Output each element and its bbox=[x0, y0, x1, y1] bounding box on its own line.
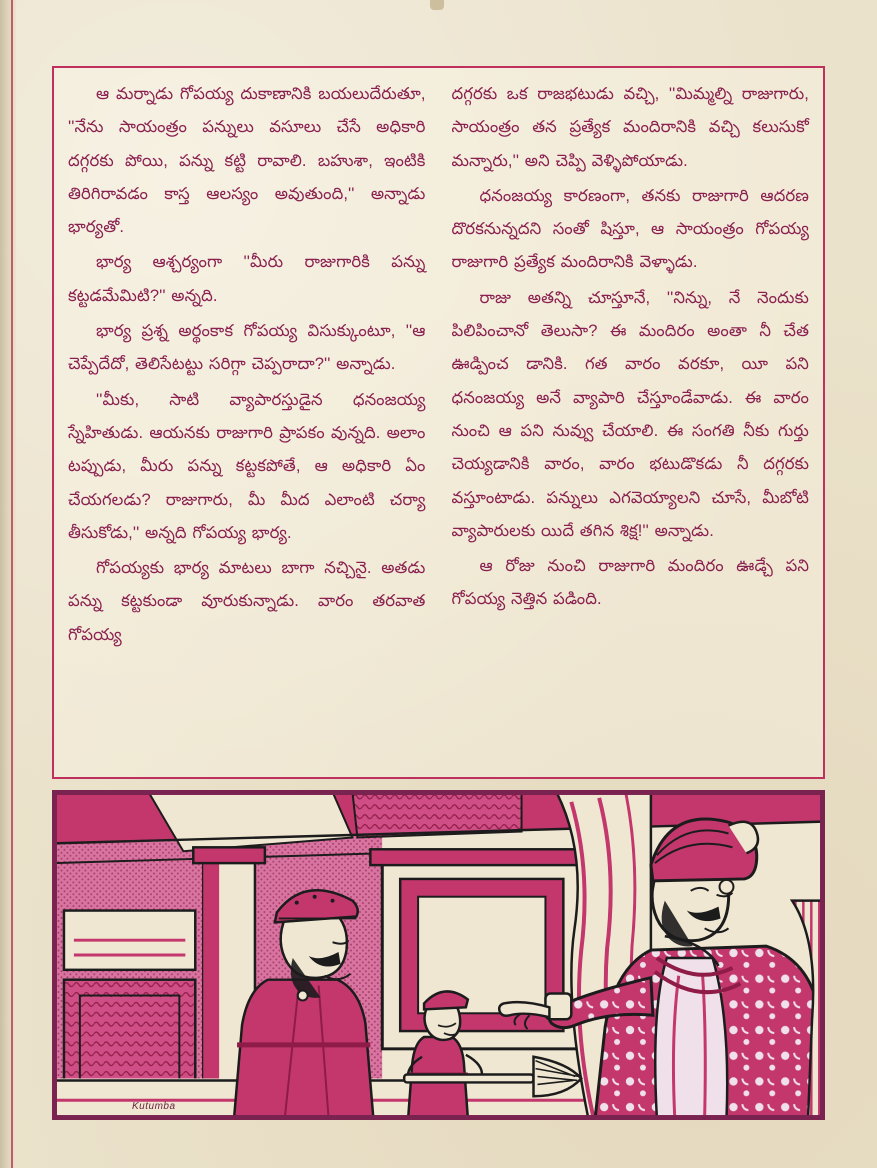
page-binding-edge bbox=[0, 0, 16, 1168]
right-text-column bbox=[452, 78, 810, 769]
paragraph: రాజు అతన్ని చూస్తూనే, ''నిన్ను, నే నెందుకు పిలిపించానో తెలుసా? ఈ మందిరం అంతా నీ చేత ఊడ్పించ డానికి. గత వారం వరకూ, యీ పని ధనంజయ్య అనే వ్యాపారి చేస్తూండేవాడు. ఈ వారం నుంచి ఆ పని నువ్వు చేయాలి. ఈ సంగతి నీకు గుర్తు చెయ్యడానికి వారం, వారం భటుడొకడు నీ దగ్గరకు వస్తూంటాడు. పన్నులు ఎగవెయ్యాలని చూసే, మీబోటి వ్యాపారులకు యిదే తగిన శిక్ష!'' అన్నాడు. bbox=[451, 288, 809, 540]
paragraph: ఆ మర్నాడు గోపయ్య దుకాణానికి బయలుదేరుతూ, ''నేను సాయంత్రం పన్నులు వసూలు చేసే అధికారి దగ్గరకు పోయి, పన్ను కట్టి రావాలి. బహుశా, ఇంటికి తిరిగిరావడం కాస్త ఆలస్యం అవుతుంది,'' అన్నాడు భార్యతో. bbox=[68, 85, 426, 237]
text-columns bbox=[68, 78, 809, 769]
paragraph: ''మీకు, సాటి వ్యాపారస్తుడైన ధనంజయ్య స్నేహితుడు. ఆయనకు రాజుగారి ప్రాపకం వున్నది. అలాం టప్పుడు, మీరు పన్ను కట్టకపోతే, ఆ అధికారి ఏం చేయగలడు? రాజుగారు, మీ మీద ఎలాంటి చర్యా తీసుకోడు,'' అన్నది గోపయ్య భార్య. bbox=[68, 390, 426, 542]
paragraph: ఆ రోజు నుంచి రాజుగారి మందిరం ఊడ్చే పని గోపయ్య నెత్తిన పడింది. bbox=[451, 557, 809, 609]
paragraph: గోపయ్యకు భార్య మాటలు బాగా నచ్చినై. అతడు పన్ను కట్టకుండా వూరుకున్నాడు. వారం తరవాత గోపయ్య bbox=[68, 559, 426, 644]
paragraph: భార్య ప్రశ్న అర్థంకాక గోపయ్య విసుక్కుంటూ, ''ఆ చెప్పేదేదో, తెలిసేటట్టు సరిగ్గా చెప్పరాదా?'' అన్నాడు. bbox=[68, 322, 426, 374]
illustration-panel bbox=[52, 790, 825, 1120]
illustration-drawing bbox=[54, 792, 823, 1118]
page-top-notch bbox=[430, 0, 444, 10]
paragraph: ధనంజయ్య కారణంగా, తనకు రాజుగారి ఆదరణ దొరకనున్నదని సంతో షిస్తూ, ఆ సాయంత్రం గోపయ్య రాజుగారి ప్రత్యేక మందిరానికి వెళ్ళాడు. bbox=[451, 186, 809, 272]
paragraph: దగ్గరకు ఒక రాజభటుడు వచ్చి, ''మిమ్మల్ని రాజుగారు, సాయంత్రం తన ప్రత్యేక మందిరానికి వచ్చి కలుసుకో మన్నారు,'' అని చెప్పి వెళ్ళిపోయాడు. bbox=[451, 85, 809, 170]
page-edge-rule bbox=[11, 0, 13, 1168]
paragraph: భార్య ఆశ్చర్యంగా ''మీరు రాజుగారికి పన్ను కట్టడమేమిటి?'' అన్నది. bbox=[68, 253, 426, 305]
left-text-column bbox=[68, 78, 426, 769]
story-text-frame bbox=[52, 66, 825, 779]
artist-signature: Kutumba bbox=[132, 1101, 176, 1112]
